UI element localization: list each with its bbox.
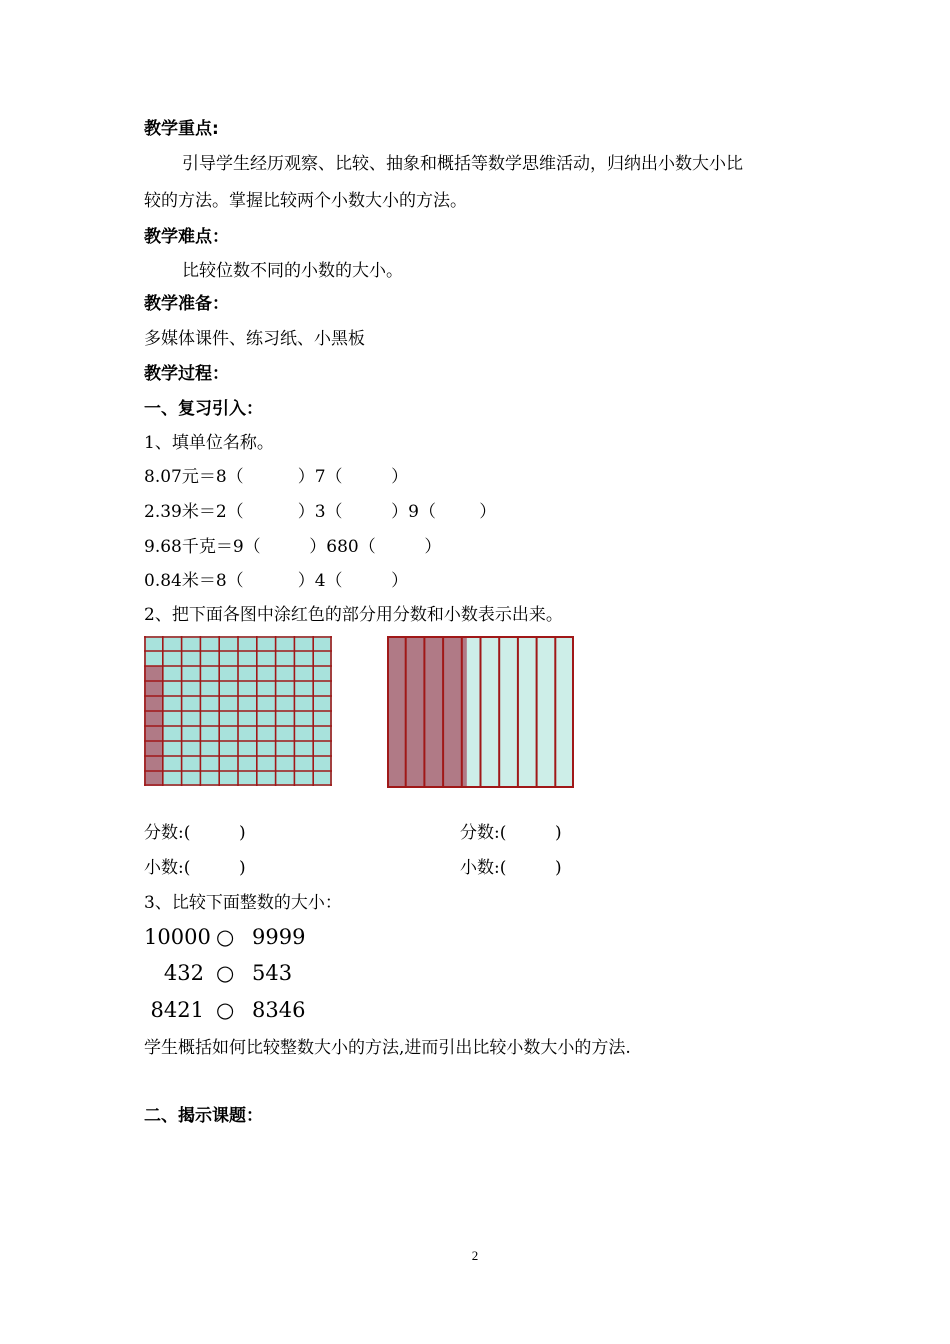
compare-b-1: 9999 [252,925,306,949]
hundred-grid-figure [144,636,332,786]
compare-a-1: 10000 [144,925,211,949]
question-1: 1、填单位名称。 [144,433,274,453]
shaded-cell [144,741,163,756]
preparation-text: 多媒体课件、练习纸、小黑板 [144,329,365,349]
shaded-cell [144,771,163,786]
compare-circle-1[interactable]: ○ [216,925,235,949]
fraction-label-right: 分数:( ) [460,823,562,843]
heading-process: 教学过程： [144,364,229,384]
decimal-label-right: 小数:( ) [460,858,562,878]
heading-key-points: 教学重点: [144,119,219,139]
compare-b-3: 8346 [252,998,306,1022]
unit-line-3: 9.68千克＝9（ ）680（ ） [144,537,442,557]
compare-circle-2[interactable]: ○ [216,961,235,985]
tenths-strips-figure [387,636,574,788]
heading-review: 一、复习引入： [144,399,263,419]
heading-reveal-topic: 二、揭示课题： [144,1106,263,1126]
shaded-cell [144,681,163,696]
heading-preparation: 教学准备： [144,294,229,314]
key-points-line-1: 引导学生经历观察、比较、抽象和概括等数学思维活动，归纳出小数大小比 [182,154,743,174]
question-2: 2、把下面各图中涂红色的部分用分数和小数表示出来。 [144,605,563,625]
unit-line-4: 0.84米＝8（ ）4（ ） [144,571,409,591]
difficulty-text: 比较位数不同的小数的大小。 [182,261,403,281]
compare-a-3: 8421 [150,998,204,1022]
shaded-cell [144,726,163,741]
heading-difficulty: 教学难点： [144,227,229,247]
shaded-strips [387,636,467,788]
shaded-cell [144,711,163,726]
summary-text: 学生概括如何比较整数大小的方法,进而引出比较小数大小的方法. [144,1038,631,1058]
key-points-line-2: 较的方法。掌握比较两个小数大小的方法。 [144,191,467,211]
unit-line-2: 2.39米＝2（ ）3（ ）9（ ） [144,502,497,522]
compare-circle-3[interactable]: ○ [216,998,235,1022]
question-3: 3、比较下面整数的大小： [144,893,342,913]
shaded-cell [144,756,163,771]
fraction-label-left: 分数:( ) [144,823,246,843]
compare-a-2: 432 [163,961,204,985]
compare-b-2: 543 [252,961,293,985]
shaded-cell [144,696,163,711]
unit-line-1: 8.07元＝8（ ）7（ ） [144,467,409,487]
page-number: 2 [471,1248,479,1263]
decimal-label-left: 小数:( ) [144,858,246,878]
shaded-cell [144,666,163,681]
